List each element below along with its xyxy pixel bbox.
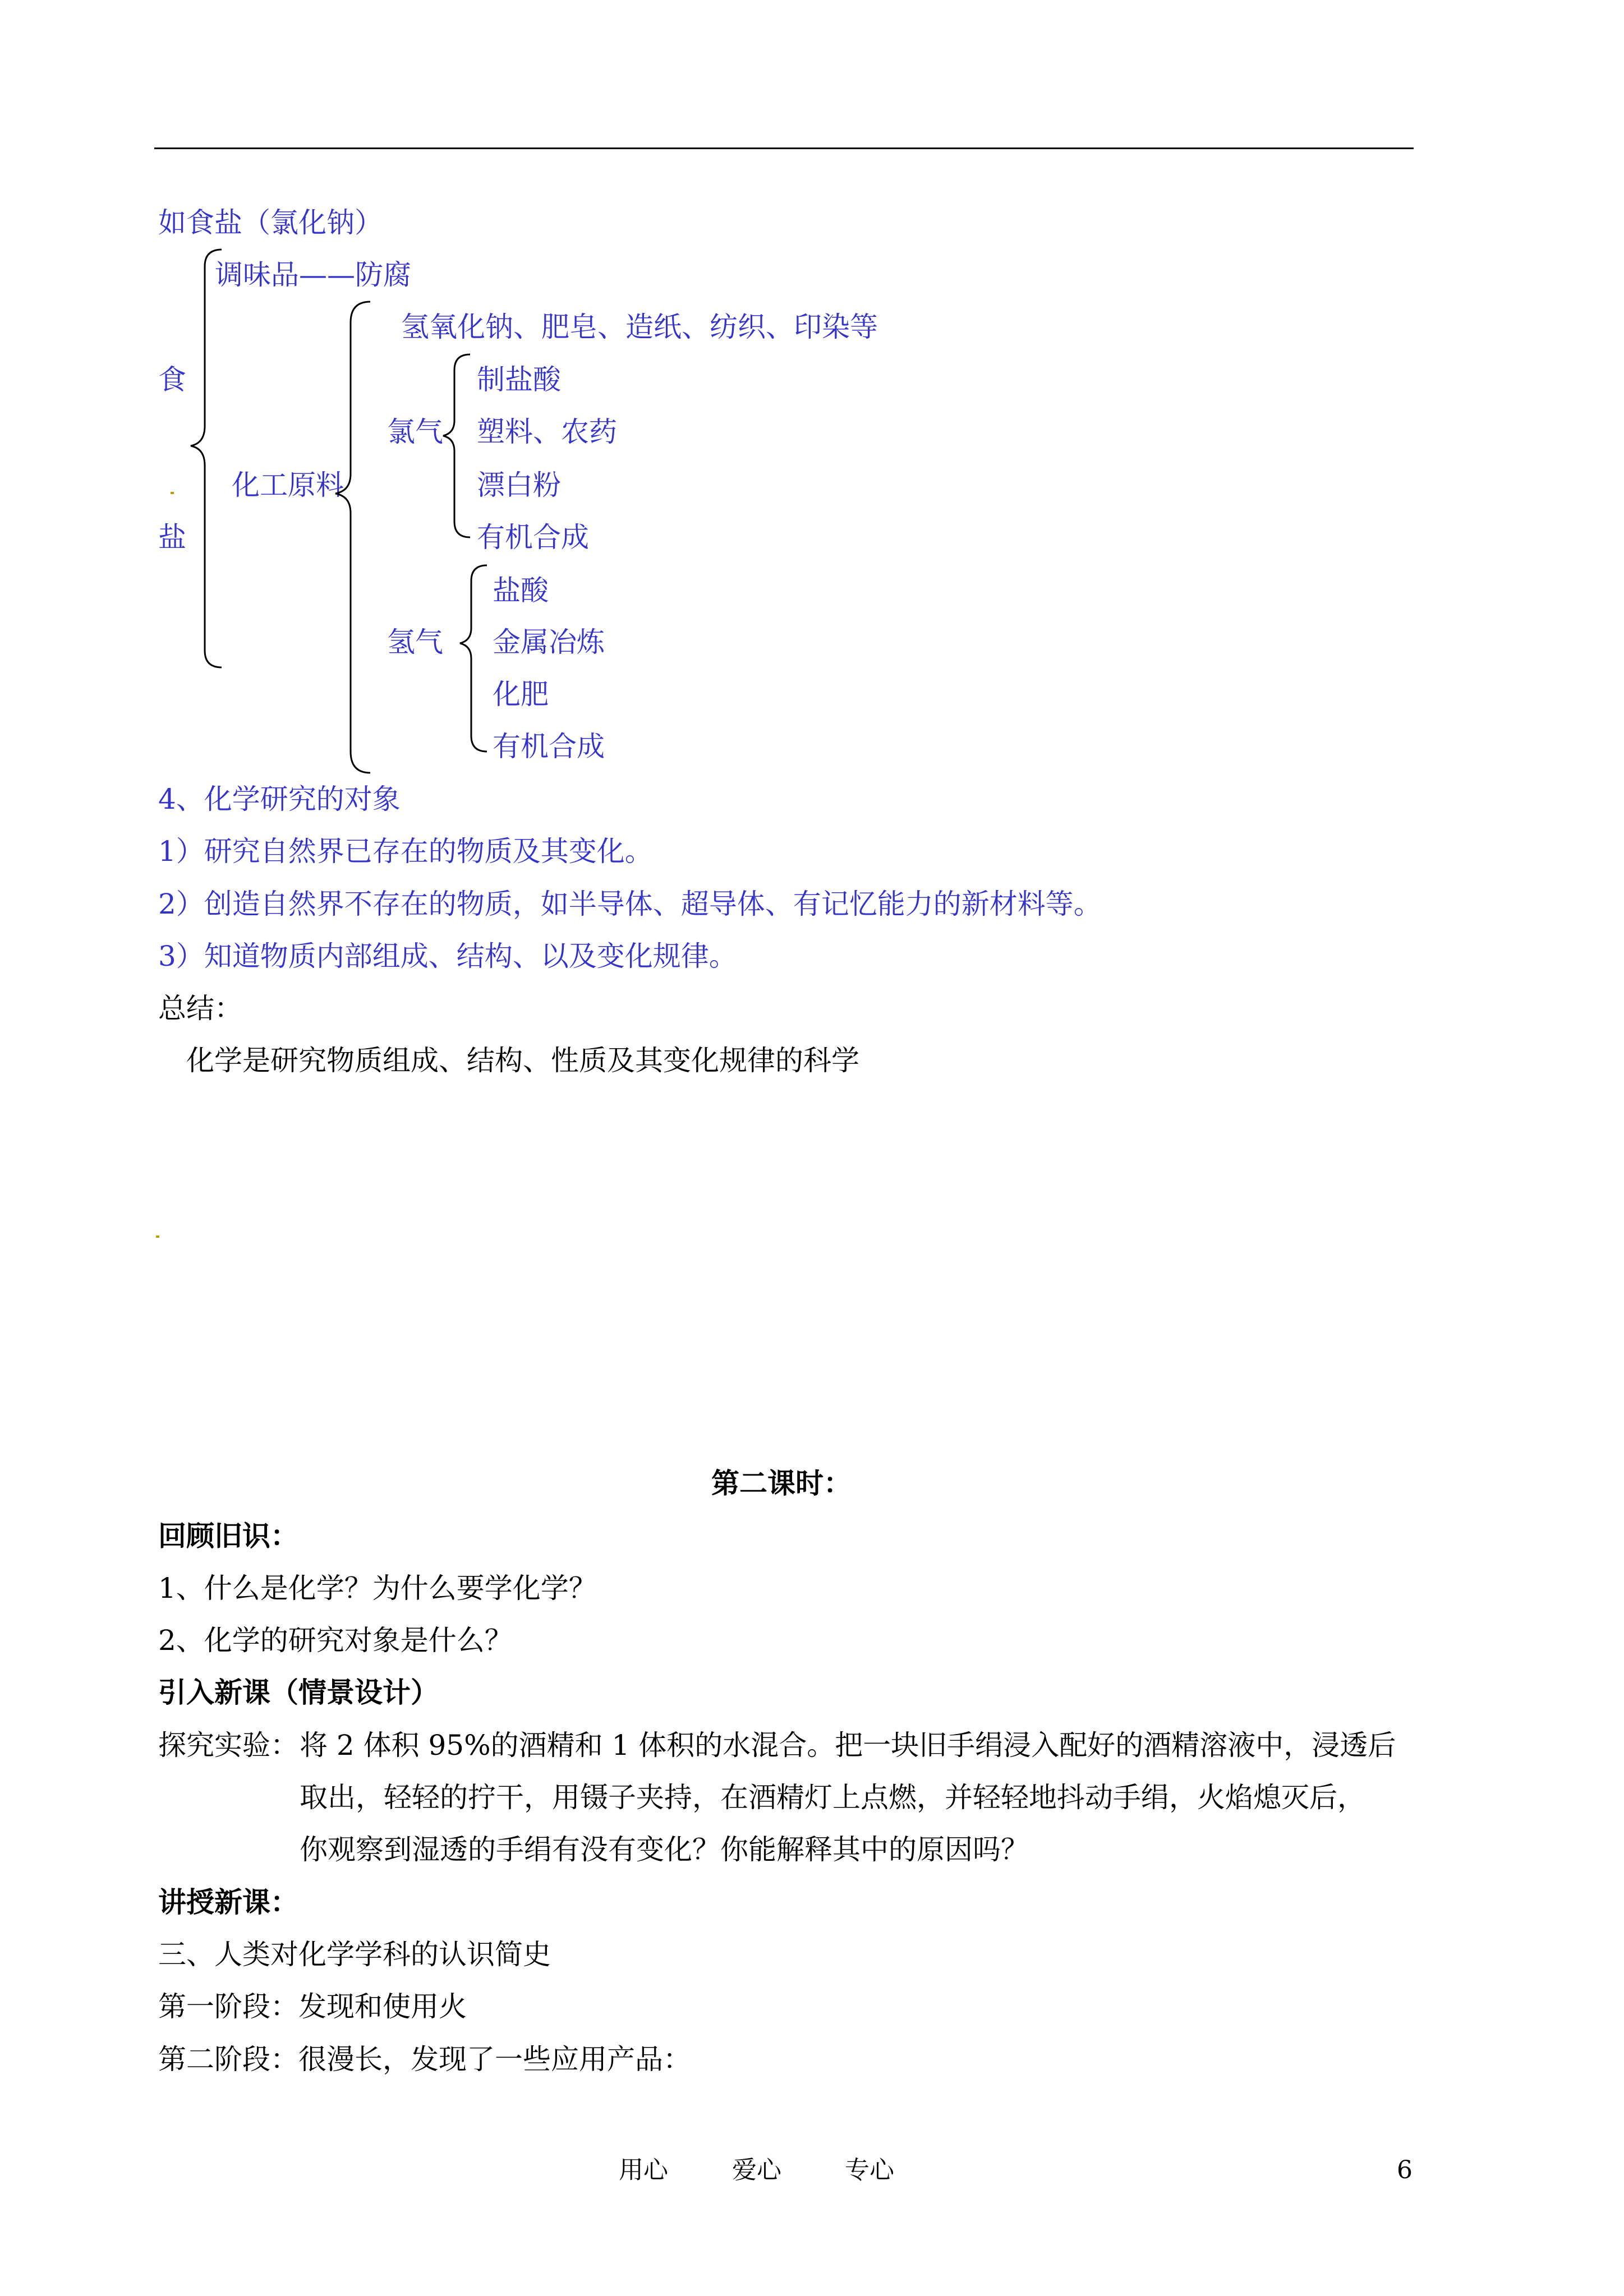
stage-2: 第二阶段：很漫长，发现了一些应用产品： — [158, 2043, 691, 2076]
brace-chlorine — [443, 354, 470, 537]
salt-intro: 如食盐（氯化钠） — [158, 206, 383, 239]
teach-heading: 讲授新课： — [158, 1885, 298, 1919]
chlorine-use: 漂白粉 — [477, 469, 561, 501]
hydrogen-use: 金属冶炼 — [493, 626, 605, 658]
review-heading: 回顾旧识： — [158, 1519, 298, 1552]
review-item: 2、化学的研究对象是什么？ — [158, 1624, 513, 1657]
history-heading: 三、人类对化学学科的认识简史 — [158, 1938, 551, 1971]
experiment-label: 探究实验： — [158, 1729, 298, 1762]
hydrogen-use: 有机合成 — [493, 730, 605, 763]
page-number: 6 — [1397, 2156, 1413, 2184]
footer-word: 爱心 — [732, 2156, 781, 2184]
hydrogen-use: 化肥 — [493, 678, 549, 711]
stray-dot — [156, 1235, 159, 1238]
footer-word: 专心 — [845, 2156, 894, 2184]
stage-1: 第一阶段：发现和使用火 — [158, 1990, 467, 2023]
experiment-line: 将 2 体积 95%的酒精和 1 体积的水混合。把一块旧手绢浸入配好的酒精溶液中，浸透后 — [300, 1729, 1396, 1762]
hydrogen-label: 氢气 — [387, 626, 443, 658]
chlorine-label: 氯气 — [387, 416, 443, 448]
branch-condiment: 调味品——防腐 — [215, 259, 411, 291]
brace-salt — [191, 250, 222, 667]
experiment-line: 取出，轻轻的拧干，用镊子夹持，在酒精灯上点燃，并轻轻地抖动手绢，火焰熄灭后， — [300, 1781, 1365, 1814]
root-bottom-char: 盐 — [158, 521, 186, 554]
objects-item: 1）研究自然界已存在的物质及其变化。 — [158, 835, 653, 868]
objects-item: 2）创造自然界不存在的物质，如半导体、超导体、有记忆能力的新材料等。 — [158, 888, 1102, 920]
naoh-line: 氢氧化钠、肥皂、造纸、纺织、印染等 — [401, 311, 878, 343]
intro-heading: 引入新课（情景设计） — [158, 1676, 439, 1709]
brace-chemical — [335, 302, 370, 773]
stray-dot — [171, 492, 174, 494]
objects-item: 3）知道物质内部组成、结构、以及变化规律。 — [158, 940, 737, 972]
brace-hydrogen — [460, 565, 487, 751]
chlorine-use: 有机合成 — [477, 521, 589, 554]
lesson2-title: 第二课时： — [711, 1467, 852, 1500]
experiment-line: 你观察到湿透的手绢有没有变化？你能解释其中的原因吗？ — [300, 1833, 1029, 1866]
summary-label: 总结： — [158, 992, 242, 1025]
chlorine-use: 制盐酸 — [477, 363, 561, 396]
branch-chemical: 化工原料 — [232, 469, 344, 501]
review-item: 1、什么是化学？为什么要学化学？ — [158, 1572, 597, 1605]
footer-word: 用心 — [619, 2156, 668, 2184]
chlorine-use: 塑料、农药 — [477, 416, 617, 448]
summary-text: 化学是研究物质组成、结构、性质及其变化规律的科学 — [186, 1044, 859, 1077]
hydrogen-use: 盐酸 — [493, 574, 549, 607]
root-top-char: 食 — [158, 363, 186, 396]
objects-heading: 4、化学研究的对象 — [158, 783, 401, 815]
